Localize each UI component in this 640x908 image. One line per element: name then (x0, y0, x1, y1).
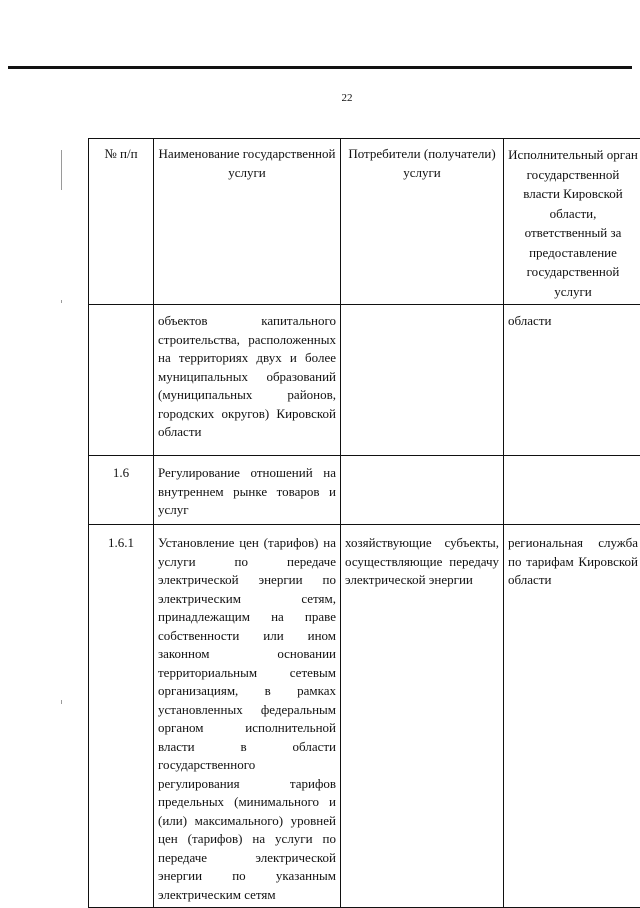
margin-mark (61, 300, 62, 303)
page-number: 22 (0, 92, 640, 104)
table-row (89, 525, 640, 908)
margin-mark (61, 700, 62, 704)
row-consumers (341, 456, 504, 525)
row-responsible-body: области (504, 305, 640, 456)
table-row (89, 456, 640, 525)
header-number: № п/п (89, 139, 154, 305)
services-table-container (88, 138, 640, 908)
header-consumers: Потребители (получатели) услуги (341, 139, 504, 305)
header-responsible-body: Исполнительный орган государственной власти Кировской области, ответственный за предоставление государственной услуги (504, 139, 640, 305)
row-number: 1.6.1 (89, 525, 154, 908)
row-consumers (341, 305, 504, 456)
row-responsible-body: региональная служба по тарифам Кировской области (504, 525, 640, 908)
header-service-name: Наименование государственной услуги (154, 139, 341, 305)
row-number: 1.6 (89, 456, 154, 525)
margin-mark (61, 150, 62, 190)
row-service-name: объектов капитального строительства, расположенных на территориях двух и более муниципальных образований (муниципальных районов, городских округов) Кировской области (154, 305, 341, 456)
row-service-name: Установление цен (тарифов) на услуги по передаче электрической энергии по электрическим сетям, принадлежащим на праве собственности или ином законном основании территориальным сетевым организациям, в рамках установленных федеральным органом исполнительной власти в области государственного регулирования тарифов предельных (минимального и (или) максимального) уровней цен (тарифов) на услуги по передаче электрической энергии по указанным электрическим сетям (154, 525, 341, 908)
row-service-name: Регулирование отношений на внутреннем рынке товаров и услуг (154, 456, 341, 525)
table-header-row (89, 139, 640, 305)
services-table (88, 138, 640, 908)
row-number (89, 305, 154, 456)
row-responsible-body (504, 456, 640, 525)
table-row (89, 305, 640, 456)
row-consumers: хозяйствующие субъекты, осуществляющие передачу электрической энергии (341, 525, 504, 908)
top-rule (8, 66, 632, 69)
